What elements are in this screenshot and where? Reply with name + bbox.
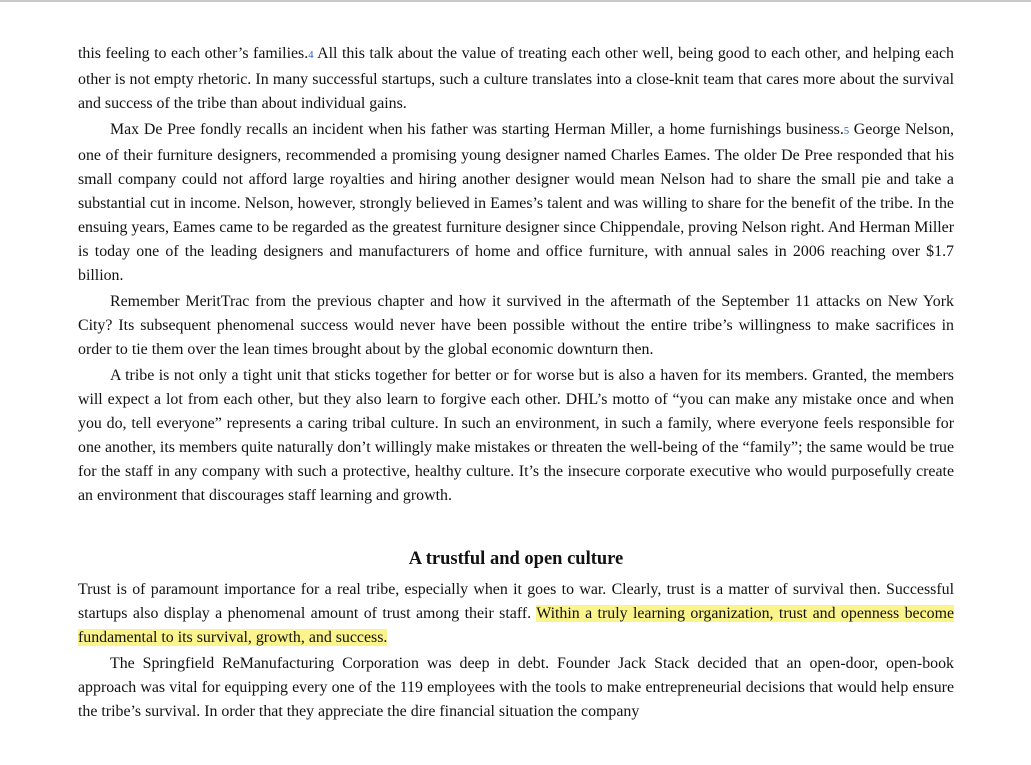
paragraph-trust [78,578,954,650]
footnote-link-5[interactable]: 5 [843,126,850,137]
paragraph-herman-miller [78,118,954,288]
paragraph-text: All this talk about the value of treating each other well, being good to each other, and helping each other is not empty rhetoric. In many successful startups, such a culture translates into a close-knit team that cares more about the survival and success of the tribe than about individual gains. [78,45,954,112]
paragraph-text: Trust is of paramount importance for a real tribe, especially when it goes to war. Clearly, trust is a matter of survival then. Successful startups also display a phenomenal amount of trust among their staff. [78,581,954,622]
paragraph-text: this feeling to each other’s families. [78,45,309,62]
document-page [78,42,954,726]
window-top-border [0,0,1031,2]
paragraph-tribe-families [78,42,954,116]
paragraph-merittrac: Remember MeritTrac from the previous chapter and how it survived in the aftermath of the September 11 attacks on New York City? Its subsequent phenomenal success would never have been possible without the entire tribe’s willingness to make sacrifices in order to tie them over the lean times brought about by the global economic downturn then. [78,293,954,358]
section-heading: A trustful and open culture [408,549,624,569]
footnote-link-4[interactable]: 4 [308,50,314,61]
highlighted-passage[interactable]: Within a truly learning organization, trust and openness become fundamental to its survival, growth, and success. [78,605,954,646]
paragraph-tribe-haven: A tribe is not only a tight unit that sticks together for better or for worse but is also a haven for its members. Granted, the members will expect a lot from each other, but they also learn to forgive each other. DHL’s motto of “you can make any mistake once and when you do, tell everyone” represents a caring tribal culture. In such an environment, in such a family, where everyone feels responsible for one another, its members quite naturally don’t willingly make mistakes or threaten the well-being of the “family”; the same would be true for the staff in any company with such a protective, healthy culture. It’s the insecure corporate executive who would purposefully create an environment that discourages staff learning and growth. [78,367,954,504]
paragraph-text: Max De Pree fondly recalls an incident when his father was starting Herman Miller, a home furnishings business. [110,121,844,138]
paragraph-text: George Nelson, one of their furniture designers, recommended a promising young designer named Charles Eames. The older De Pree responded that his small company could not afford large royalties and hiring another designer would mean Nelson had to share the small pie and take a substantial cut in income. Nelson, however, strongly believed in Eames’s talent and was willing to share for the benefit of the tribe. In the ensuing years, Eames came to be regarded as the greatest furniture designer since Chippendale, proving Nelson right. And Herman Miller is today one of the leading designers and manufacturers of home and office furniture, with annual sales in 2006 reaching over $1.7 billion. [78,121,954,284]
paragraph-springfield: The Springfield ReManufacturing Corporation was deep in debt. Founder Jack Stack decided that an open-door, open-book approach was vital for equipping every one of the 119 employees with the tools to make entrepreneurial decisions that would help ensure the tribe’s survival. In order that they appreciate the dire financial situation the company [78,655,954,720]
